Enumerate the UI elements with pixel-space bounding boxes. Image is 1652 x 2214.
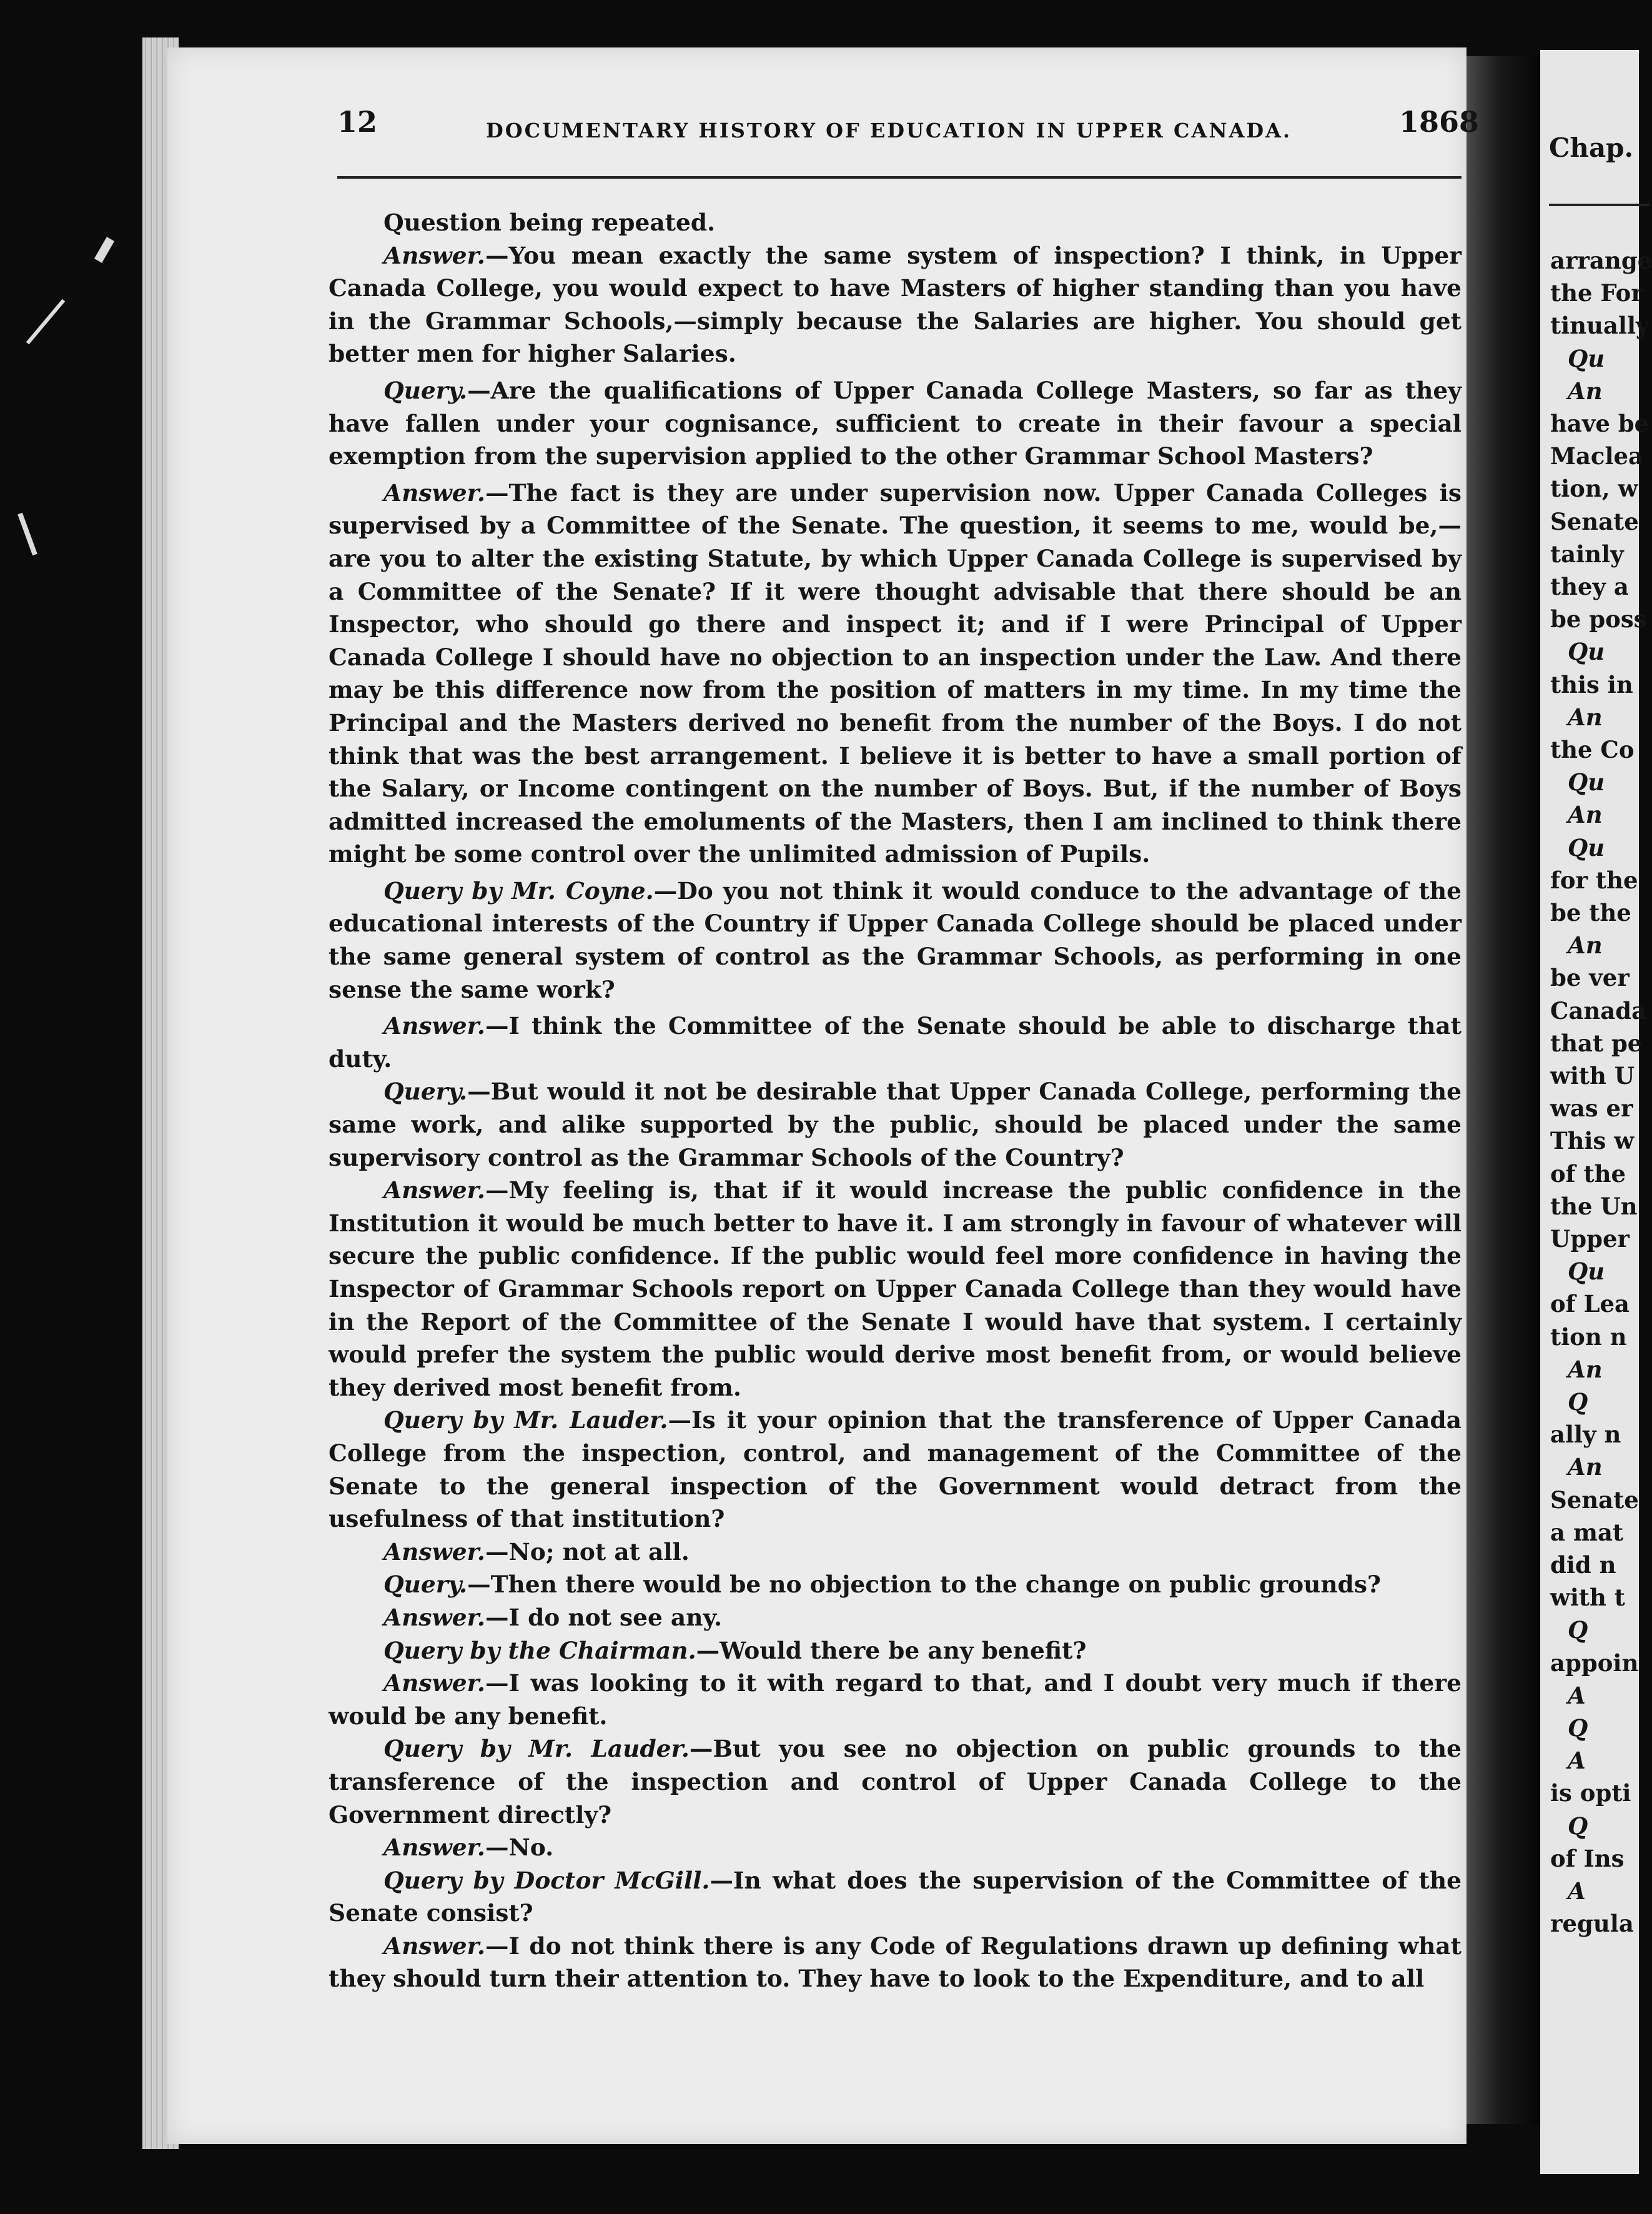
scan-speck xyxy=(17,513,37,556)
facing-page-line: Qu xyxy=(1568,638,1605,666)
speaker-label: Query. xyxy=(383,376,468,404)
paragraph-text: —I do not see any. xyxy=(485,1603,723,1631)
speaker-label: Answer. xyxy=(383,1932,485,1960)
facing-page-line: have be xyxy=(1550,410,1650,437)
facing-page-line: Qu xyxy=(1568,768,1605,797)
speaker-label: Answer. xyxy=(383,1669,485,1697)
facing-page-line: Canada xyxy=(1550,996,1647,1025)
facing-page-line: of Lea xyxy=(1550,1290,1630,1318)
facing-page-line: be the xyxy=(1550,899,1631,926)
paragraph xyxy=(329,1634,1462,1667)
facing-page-line: Q xyxy=(1568,1616,1588,1644)
facing-page-line: Upper xyxy=(1550,1225,1630,1253)
facing-page-line: be poss xyxy=(1550,605,1647,633)
facing-page-line: this in xyxy=(1550,670,1633,698)
speaker-label: Query. xyxy=(383,1078,468,1106)
facing-page-line: be ver xyxy=(1550,964,1630,992)
facing-page-line: arrange xyxy=(1550,247,1652,274)
paragraph-text: —Is it your opinion that the transference of Upper Canada College from the inspection, control, and management of the Committee of the Senate to the general inspection of the Government would detract from the usefulness of that institution? xyxy=(329,1406,1462,1533)
running-title: DOCUMENTARY HISTORY OF EDUCATION IN UPPER CANADA. xyxy=(486,119,1292,142)
facing-page-line: they a xyxy=(1550,573,1629,600)
facing-page-line: is opti xyxy=(1550,1779,1631,1807)
facing-page-line: Qu xyxy=(1568,344,1605,372)
paragraph xyxy=(329,477,1462,871)
paragraph xyxy=(329,1667,1462,1732)
speaker-label: Query by Mr. Lauder. xyxy=(383,1735,690,1763)
facing-page-line: the For xyxy=(1550,279,1643,307)
facing-page-line: A xyxy=(1568,1681,1586,1709)
facing-page-line: An xyxy=(1568,1453,1603,1481)
facing-page-line: was er xyxy=(1550,1095,1633,1123)
paragraph xyxy=(329,1601,1462,1634)
facing-page-line: tinually xyxy=(1550,312,1650,340)
paragraph xyxy=(329,1732,1462,1831)
page-year: 1868 xyxy=(1399,105,1480,139)
facing-page-line: A xyxy=(1568,1747,1586,1775)
header-rule xyxy=(337,176,1462,179)
facing-page-line: for the xyxy=(1550,866,1638,894)
paragraph-text: —No; not at all. xyxy=(485,1537,690,1566)
facing-page-line: ally n xyxy=(1550,1421,1621,1449)
paragraph xyxy=(329,875,1462,1006)
speaker-label: Answer. xyxy=(383,1176,485,1204)
paragraph xyxy=(329,1075,1462,1174)
facing-page-line: An xyxy=(1568,703,1603,731)
facing-page-line: the Co xyxy=(1550,736,1635,763)
paragraph xyxy=(329,374,1462,473)
body-text xyxy=(329,206,1462,1995)
speaker-label: Answer. xyxy=(383,479,485,507)
speaker-label: Query by Doctor McGill. xyxy=(383,1866,710,1894)
facing-page-line: A xyxy=(1568,1877,1586,1905)
paragraph-text: —Are the qualifications of Upper Canada College Masters, so far as they have fallen under your cognisance, sufficient to create in their favour a special exemption from the supervision applied to the other Grammar School Masters? xyxy=(329,376,1462,470)
paragraph-text: —Do you not think it would conduce to the advantage of the educational interests of the Country if Upper Canada College should be placed under the same general system of control as the Grammar Schools, as performing in one sense the same work? xyxy=(329,876,1462,1003)
paragraph-text: —The fact is they are under supervision now. Upper Canada Colleges is supervised by a Committee of the Senate. The question, it seems to me, would be,—are you to alter the existing Statute, by which Upper Canada College is supervised by a Committee of the Senate? If it were thought advisable that there should be an Inspector, who should go there and inspect it; and if I were Principal of Upper Canada College I should have no objection to an inspection under the Law. And there may be this difference now from the position of matters in my time. In my time the Principal and the Masters derived no benefit from the number of the Boys. I do not think that was the best arrangement. I believe it is better to have a small portion of the Salary, or Income contingent on the number of Boys. But, if the number of Boys admitted increased the emoluments of the Masters, then I am inclined to think there might be some control over the unlimited admission of Pupils. xyxy=(329,479,1462,868)
paragraph xyxy=(329,1536,1462,1569)
facing-page-line: of Ins xyxy=(1550,1844,1625,1872)
paragraph-text: —I think the Committee of the Senate should be able to discharge that duty. xyxy=(329,1012,1462,1073)
speaker-label: Answer. xyxy=(383,1834,485,1862)
facing-page-line: Senate xyxy=(1550,507,1639,535)
facing-page-line: Maclea xyxy=(1550,442,1644,470)
scan-speck xyxy=(26,299,65,345)
facing-page-line: Senate xyxy=(1550,1486,1639,1514)
facing-page-line: a mat xyxy=(1550,1518,1624,1546)
facing-page-line: appoin xyxy=(1550,1649,1639,1677)
facing-page-line: Q xyxy=(1568,1812,1588,1840)
paragraph xyxy=(329,1010,1462,1075)
speaker-label: Query by Mr. Lauder. xyxy=(383,1406,668,1434)
speaker-label: Answer. xyxy=(383,1603,485,1631)
facing-page-line: This w xyxy=(1550,1127,1635,1155)
paragraph-text: —Would there be any benefit? xyxy=(696,1636,1087,1664)
paragraph-text: —You mean exactly the same system of inspection? I think, in Upper Canada College, you would expect to have Masters of higher standing than you have in the Grammar Schools,—simply because the Salaries are higher. You should get better men for higher Salaries. xyxy=(329,241,1462,368)
paragraph-text: Question being repeated. xyxy=(383,209,716,236)
paragraph-text: —But would it not be desirable that Upper Canada College, performing the same work, and alike supported by the public, should be placed under the same supervisory control as the Grammar Schools of the Country? xyxy=(329,1078,1462,1171)
facing-page-line: with t xyxy=(1550,1584,1625,1612)
facing-page-line: An xyxy=(1568,801,1603,829)
facing-page-line: tion n xyxy=(1550,1323,1627,1351)
speaker-label: Answer. xyxy=(383,1537,485,1566)
speaker-label: Answer. xyxy=(383,1012,485,1040)
speaker-label: Query. xyxy=(383,1571,468,1599)
paragraph-text: —Then there would be no objection to the change on public grounds? xyxy=(467,1571,1381,1599)
paragraph xyxy=(329,239,1462,370)
facing-page-line: regula xyxy=(1550,1910,1634,1938)
facing-page-line: that pe xyxy=(1550,1029,1643,1057)
facing-page-heading: Chap. xyxy=(1549,132,1634,163)
paragraph-text: —In what does the supervision of the Committee of the Senate consist? xyxy=(329,1866,1462,1927)
book-gutter xyxy=(1467,56,1540,2124)
facing-page-rule xyxy=(1549,204,1649,206)
facing-page-line: tainly xyxy=(1550,540,1624,568)
paragraph-text: —I do not think there is any Code of Regulations drawn up defining what they should turn their attention to. They have to look to the Expenditure, and to all xyxy=(329,1932,1462,1993)
paragraph-text: —My feeling is, that if it would increase the public confidence in the Institution it would be much better to have it. I am strongly in favour of whatever will secure the public confidence. If the public would feel more confidence in having the Inspector of Grammar Schools report on Upper Canada College than they would have in the Report of the Committee of the Senate I would have that system. I certainly would prefer the system the public would derive most benefit from, or would believe they derived most benefit from. xyxy=(329,1176,1462,1401)
paragraph xyxy=(329,1930,1462,1995)
facing-page-line: the Un xyxy=(1550,1192,1638,1220)
paragraph-text: —But you see no objection on public grounds to the transference of the inspection and control of Upper Canada College to the Government directly? xyxy=(329,1735,1462,1829)
speaker-label: Query by Mr. Coyne. xyxy=(383,876,654,905)
speaker-label: Answer. xyxy=(383,241,485,269)
facing-page-line: Qu xyxy=(1568,1258,1605,1286)
paragraph xyxy=(329,1568,1462,1601)
facing-page-line: of the xyxy=(1550,1159,1626,1188)
paragraph-text: —No. xyxy=(485,1834,554,1862)
facing-page-line: An xyxy=(1568,1355,1603,1383)
paragraph xyxy=(329,1404,1462,1535)
facing-page-line: Q xyxy=(1568,1388,1588,1416)
paragraph xyxy=(329,206,1462,239)
facing-page-line: with U xyxy=(1550,1062,1635,1090)
facing-page-line: An xyxy=(1568,931,1603,960)
speaker-label: Query by the Chairman. xyxy=(383,1636,696,1664)
paragraph xyxy=(329,1174,1462,1404)
facing-page-line: An xyxy=(1568,377,1603,405)
scan-speck xyxy=(94,237,114,263)
facing-page-line: tion, w xyxy=(1550,475,1638,503)
paragraph-text: —I was looking to it with regard to that, and I doubt very much if there would be any benefit. xyxy=(329,1669,1462,1730)
facing-page-line: did n xyxy=(1550,1551,1616,1579)
paragraph xyxy=(329,1864,1462,1930)
facing-page-line: Qu xyxy=(1568,833,1605,861)
page-number: 12 xyxy=(337,105,378,139)
paragraph xyxy=(329,1831,1462,1864)
facing-page-line: Q xyxy=(1568,1714,1588,1742)
